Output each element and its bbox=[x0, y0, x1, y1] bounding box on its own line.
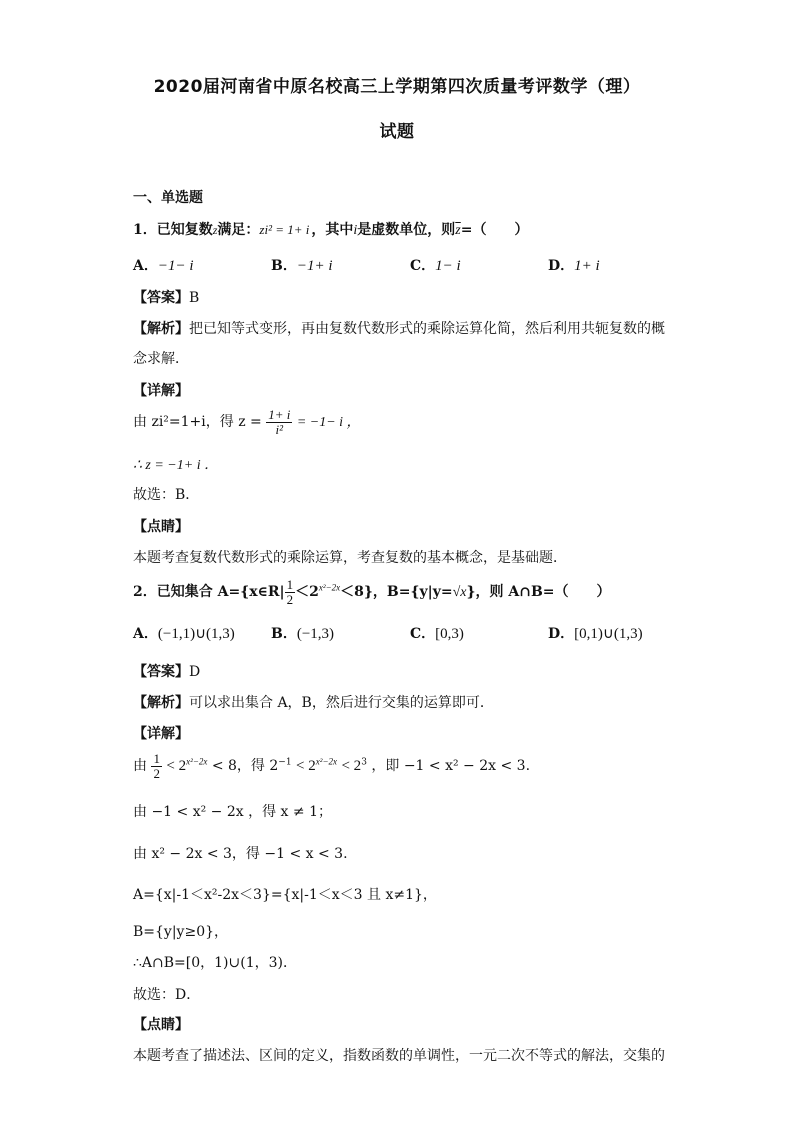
q1-detail-heading: 【详解】 bbox=[133, 383, 189, 399]
q2-detail-line5: B={y|y≥0}， bbox=[133, 924, 229, 940]
q2-stem: 2．已知集合 A={x∈R| $\frac{1}{2}$ $<2^{x^2-2x}<8$}，B={y|y=√x}，则 A∩B=（ ） bbox=[133, 577, 611, 607]
q1-stem: 1．已知复数z满足：zi² = 1+ i ，其中i是虚数单位，则$\overline{z}=$（ ） bbox=[133, 222, 529, 238]
q2-option-b[interactable]: B．(−1,3) bbox=[271, 626, 335, 642]
q1-detail-line3: 故选：B． bbox=[133, 487, 200, 503]
doc-title-line1: 2020届河南省中原名校高三上学期第四次质量考评数学（理） bbox=[153, 77, 641, 97]
q1-comment: 本题考查复数代数形式的乘除运算，考查复数的基本概念，是基础题． bbox=[133, 550, 567, 566]
q1-option-d[interactable]: D．1+ i bbox=[548, 258, 600, 274]
q2-option-c[interactable]: C．[0,3) bbox=[410, 626, 464, 642]
q2-option-d[interactable]: D．[0,1)∪(1,3) bbox=[548, 626, 643, 642]
q1-analysis-line1: 【解析】把已知等式变形，再由复数代数形式的乘除运算化简，然后利用共轭复数的概 bbox=[133, 321, 665, 337]
q2-detail-line3: 由 x² − 2x < 3，得 −1 < x < 3. bbox=[133, 846, 348, 862]
q2-detail-line6: ∴A∩B=[0，1)∪(1，3)． bbox=[133, 955, 297, 971]
q2-comment: 本题考查了描述法、区间的定义，指数函数的单调性，一元二次不等式的解法，交集的 bbox=[133, 1048, 665, 1064]
doc-title-line2: 试题 bbox=[379, 122, 415, 142]
q1-detail-line2: ∴ z = −1+ i ． bbox=[133, 458, 219, 473]
q1-option-b[interactable]: B．−1+ i bbox=[271, 258, 333, 274]
q1-answer: 【答案】B bbox=[133, 290, 200, 306]
q1-option-a[interactable]: A．−1− i bbox=[133, 258, 194, 274]
q2-detail-line1: 由 $\frac{1}{2}$ < $2^{x^2-2x} < 8$，得 $2^{-1} < 2^{x^2-2x} < 2^3$ ，即 −1 < x² − 2x < 3. bbox=[133, 751, 531, 781]
q2-detail-heading: 【详解】 bbox=[133, 726, 189, 742]
q2-comment-heading: 【点睛】 bbox=[133, 1017, 189, 1033]
q1-option-c[interactable]: C．1− i bbox=[410, 258, 461, 274]
q2-detail-line7: 故选：D． bbox=[133, 987, 201, 1003]
q1-detail-line1: 由 zi²=1+i，得 z = $\frac{1+ i}{\text{i²}}$ = −1− i ， bbox=[133, 407, 361, 437]
q2-detail-line4: A={x|-1＜x²-2x＜3}={x|-1＜x＜3 且 x≠1}， bbox=[133, 887, 437, 903]
q2-detail-line2: 由 −1 < x² − 2x ，得 x ≠ 1； bbox=[133, 804, 332, 820]
q1-comment-heading: 【点睛】 bbox=[133, 519, 189, 535]
q2-option-a[interactable]: A．(−1,1)∪(1,3) bbox=[133, 626, 235, 642]
q2-answer: 【答案】D bbox=[133, 664, 201, 680]
q1-analysis-line2: 念求解． bbox=[133, 351, 189, 367]
q2-analysis: 【解析】可以求出集合 A，B，然后进行交集的运算即可． bbox=[133, 695, 494, 711]
section-heading: 一、单选题 bbox=[133, 190, 203, 206]
